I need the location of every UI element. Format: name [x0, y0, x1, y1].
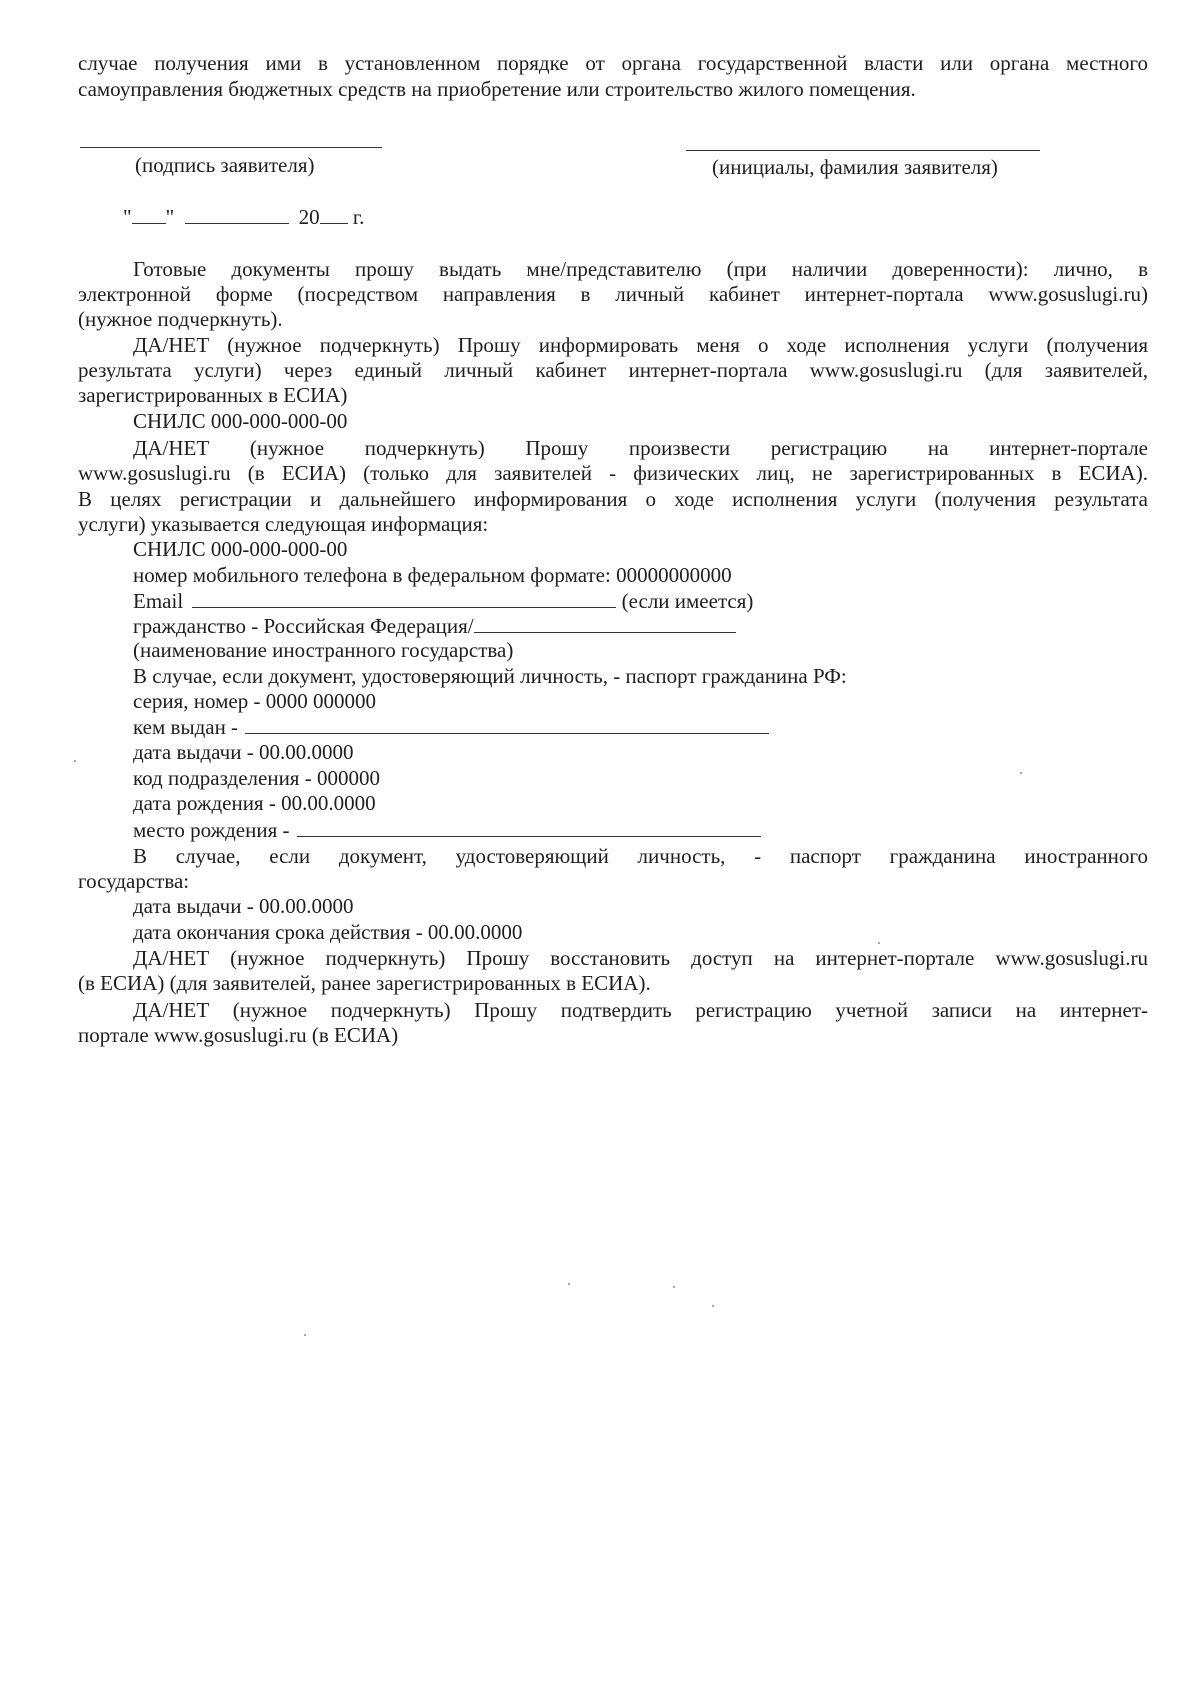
scan-speck — [568, 1283, 570, 1285]
birth-place-row — [133, 816, 1148, 843]
citizenship-label: гражданство - Российская Федерация/ — [133, 614, 474, 638]
register-snils: СНИЛС 000-000-000-00 — [133, 537, 348, 561]
issued-by-label: кем выдан - — [133, 715, 239, 739]
scan-speck — [1020, 772, 1022, 774]
scan-speck — [878, 942, 880, 944]
signature-line — [80, 147, 382, 148]
foreign-issue-date: дата выдачи - 00.00.0000 — [133, 894, 354, 918]
rf-passport-intro: В случае, если документ, удостоверяющий личность, - паспорт гражданина РФ: — [133, 664, 847, 688]
birth-place-field-line — [297, 816, 761, 837]
passport-series: серия, номер - 0000 000000 — [133, 689, 376, 713]
year-suffix: г. — [352, 205, 365, 229]
foreign-passport-line-1: В случае, если документ, удостоверяющий личность, - паспорт гражданина иностранного — [133, 844, 1148, 868]
restore-line-2: (в ЕСИА) (для заявителей, ранее зарегистрированных в ЕСИА). — [78, 971, 651, 995]
scan-speck — [304, 1334, 306, 1336]
foreign-state-caption: (наименование иностранного государства) — [133, 638, 514, 662]
docs-line-1: Готовые документы прошу выдать мне/представителю (при наличии доверенности): лично, в — [133, 257, 1148, 281]
signature-caption: (подпись заявителя) — [135, 153, 315, 177]
name-caption: (инициалы, фамилия заявителя) — [712, 155, 998, 179]
name-line — [686, 150, 1040, 151]
consent-line-2: самоуправления бюджетных средств на приобретение или строительство жилого помещения. — [78, 77, 916, 101]
issued-by-row — [133, 713, 1148, 740]
year-prefix: 20 — [298, 205, 320, 229]
inform-snils: СНИЛС 000-000-000-00 — [133, 409, 348, 433]
register-line-2: www.gosuslugi.ru (в ЕСИА) (только для заявителей - физических лиц, не зарегистрированных в ЕСИА). — [78, 461, 1148, 485]
date-close-quote: " — [165, 205, 175, 229]
dept-code: код подразделения - 000000 — [133, 766, 380, 790]
consent-line-1: случае получения ими в установленном порядке от органа государственной власти или органа местного — [78, 51, 1148, 75]
date-line — [123, 203, 364, 230]
register-line-3: В целях регистрации и дальнейшего информирования о ходе исполнения услуги (получения результата — [78, 487, 1148, 511]
inform-line-1: ДА/НЕТ (нужное подчеркнуть) Прошу информировать меня о ходе исполнения услуги (получения — [133, 333, 1148, 357]
foreign-expiry: дата окончания срока действия - 00.00.0000 — [133, 920, 523, 944]
birth-date: дата рождения - 00.00.0000 — [133, 791, 376, 815]
foreign-passport-line-2: государства: — [78, 869, 190, 893]
email-label: Email — [133, 589, 184, 613]
confirm-line-2: портале www.gosuslugi.ru (в ЕСИА) — [78, 1023, 399, 1047]
docs-line-2: электронной форме (посредством направления в личный кабинет интернет-портала www.gosuslugi.ru) — [78, 282, 1148, 306]
email-suffix: (если имеется) — [621, 589, 754, 613]
inform-line-2: результата услуги) через единый личный кабинет интернет-портала www.gosuslugi.ru (для заявителей, — [78, 358, 1148, 382]
scan-speck — [74, 760, 76, 762]
scan-speck — [673, 1286, 675, 1288]
email-field-line — [192, 587, 616, 608]
date-open-quote: " — [123, 205, 132, 229]
docs-line-3: (нужное подчеркнуть). — [78, 307, 283, 331]
birth-place-label: место рождения - — [133, 818, 290, 842]
restore-line-1: ДА/НЕТ (нужное подчеркнуть) Прошу восстановить доступ на интернет-портале www.gosuslugi.ru — [133, 946, 1148, 970]
citizenship-row — [133, 612, 1148, 639]
confirm-line-1: ДА/НЕТ (нужное подчеркнуть) Прошу подтвердить регистрацию учетной записи на интернет- — [133, 998, 1148, 1022]
register-line-1: ДА/НЕТ (нужное подчеркнуть) Прошу произвести регистрацию на интернет-портале — [133, 436, 1148, 460]
issue-date: дата выдачи - 00.00.0000 — [133, 740, 354, 764]
inform-line-3: зарегистрированных в ЕСИА) — [78, 383, 348, 407]
month-blank — [185, 203, 289, 224]
register-email-row — [133, 587, 1148, 614]
register-line-4: услуги) указывается следующая информация: — [78, 512, 489, 536]
citizenship-field-line — [474, 612, 736, 633]
day-blank — [132, 203, 166, 224]
year-blank — [320, 203, 348, 224]
scan-speck — [712, 1305, 714, 1307]
register-phone: номер мобильного телефона в федеральном формате: 00000000000 — [133, 563, 732, 587]
issued-by-field-line — [245, 713, 769, 734]
